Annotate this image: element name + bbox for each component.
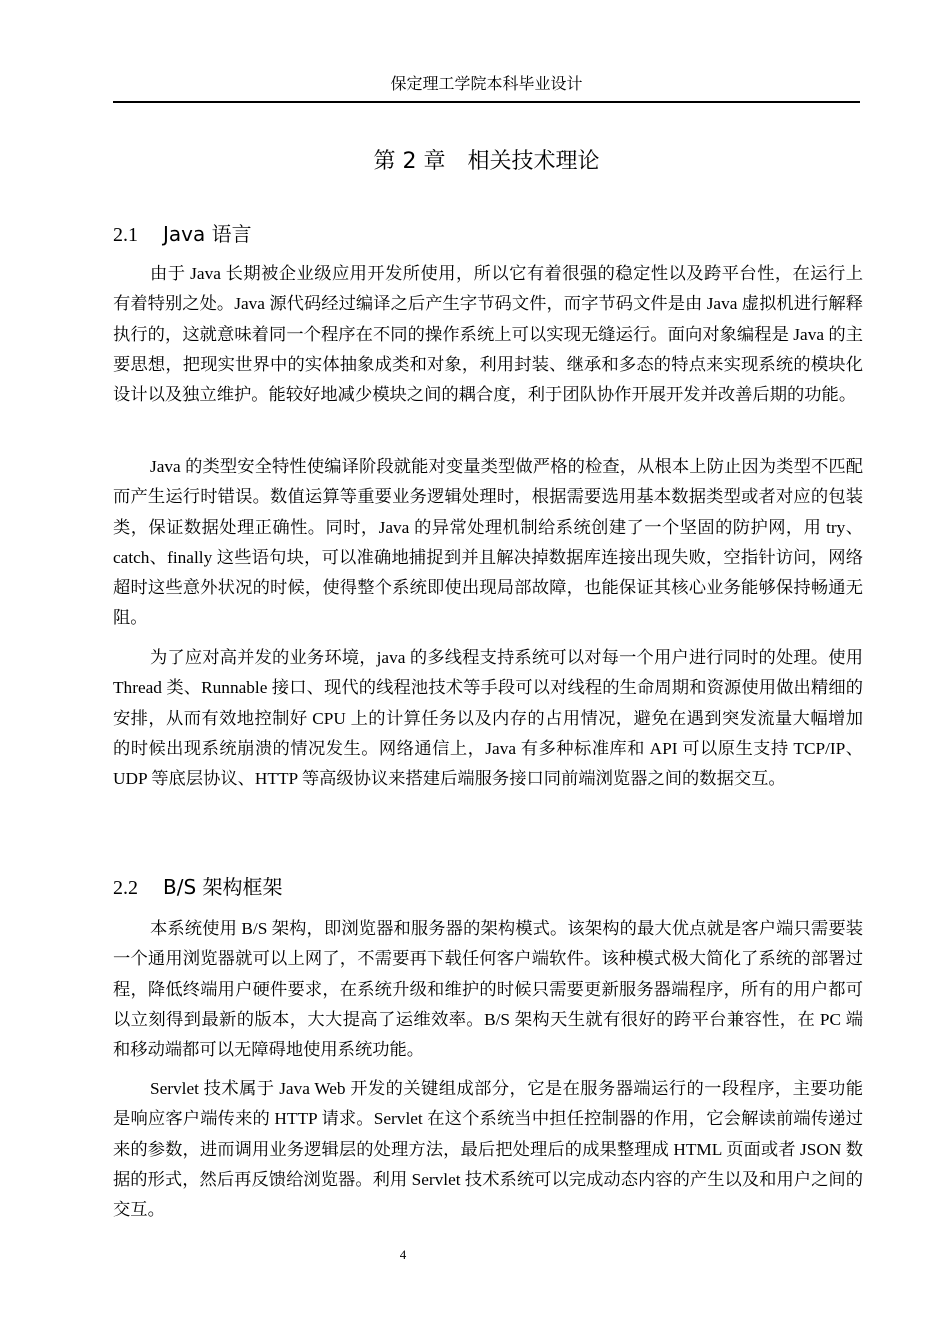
body-paragraph: 本系统使用 B/S 架构，即浏览器和服务器的架构模式。该架构的最大优点就是客户端只需要装一个通用浏览器就可以上网了，不需要再下载任何客户端软件。该种模式极大简化了系统的部署过程，降低终端用户硬件要求，在系统升级和维护的时候只需要更新服务器端程序，所有的用户都可以立刻得到最新的版本，大大提高了运维效率。B/S 架构天生就有很好的跨平台兼容性，在 PC 端和移动端都可以无障碍地使用系统功能。 <box>113 919 863 1060</box>
body-paragraph: 由于 Java 长期被企业级应用开发所使用，所以它有着很强的稳定性以及跨平台性，在运行上有着特别之处。Java 源代码经过编译之后产生字节码文件，而字节码文件是由 Java 虚拟机进行解释执行的，这就意味着同一个程序在不同的操作系统上可以实现无缝运行。面向对象编程是 Java 的主要思想，把现实世界中的实体抽象成类和对象，利用封装、继承和多态的特点来实现系统的模块化设计以及独立维护。能较好地减少模块之间的耦合度，利于团队协作开展开发并改善后期的功能。 <box>113 264 863 405</box>
chapter-title <box>113 146 860 178</box>
page-header: 保定理工学院本科毕业设计 <box>390 76 583 93</box>
section-heading <box>113 872 283 903</box>
section-number: 2.2 <box>113 877 138 899</box>
section-title: B/S 架构框架 <box>163 875 283 899</box>
body-paragraph: Java 的类型安全特性使编译阶段就能对变量类型做严格的检查，从根本上防止因为类型不匹配而产生运行时错误。数值运算等重要业务逻辑处理时，根据需要选用基本数据类型或者对应的包装类，保证数据处理正确性。同时，Java 的异常处理机制给系统创建了一个坚固的防护网，用 try、catch、finally 这些语句块，可以准确地捕捉到并且解决掉数据库连接出现失败，空指针访问，网络超时这些意外状况的时候，使得整个系统即使出现局部故障，也能保证其核心业务能够保持畅通无阻。 <box>113 457 863 628</box>
header-divider <box>113 101 860 103</box>
chapter-number: 第 2 章 <box>373 149 446 174</box>
body-paragraph: Servlet 技术属于 Java Web 开发的关键组成部分，它是在服务器端运行的一段程序，主要功能是响应客户端传来的 HTTP 请求。Servlet 在这个系统当中担任控制器的作用，它会解读前端传递过来的参数，进而调用业务逻辑层的处理方法，最后把处理后的成果整理成 HTML 页面或者 JSON 数据的形式，然后再反馈给浏览器。利用 Servlet 技术系统可以完成动态内容的产生以及和用户之间的交互。 <box>113 1079 863 1220</box>
section-heading <box>113 219 252 250</box>
section-title: Java 语言 <box>163 222 252 246</box>
chapter-name: 相关技术理论 <box>467 149 600 174</box>
body-paragraph: 为了应对高并发的业务环境，java 的多线程支持系统可以对每一个用户进行同时的处理。使用 Thread 类、Runnable 接口、现代的线程池技术等手段可以对线程的生命周期和资源使用做出精细的安排，从而有效地控制好 CPU 上的计算任务以及内存的占用情况，避免在遇到突发流量大幅增加的时候出现系统崩溃的情况发生。网络通信上，Java 有多种标准库和 API 可以原生支持 TCP/IP、UDP 等底层协议、HTTP 等高级协议来搭建后端服务接口同前端浏览器之间的数据交互。 <box>113 648 863 789</box>
section-number: 2.1 <box>113 224 138 246</box>
page-number: 4 <box>399 1247 407 1262</box>
